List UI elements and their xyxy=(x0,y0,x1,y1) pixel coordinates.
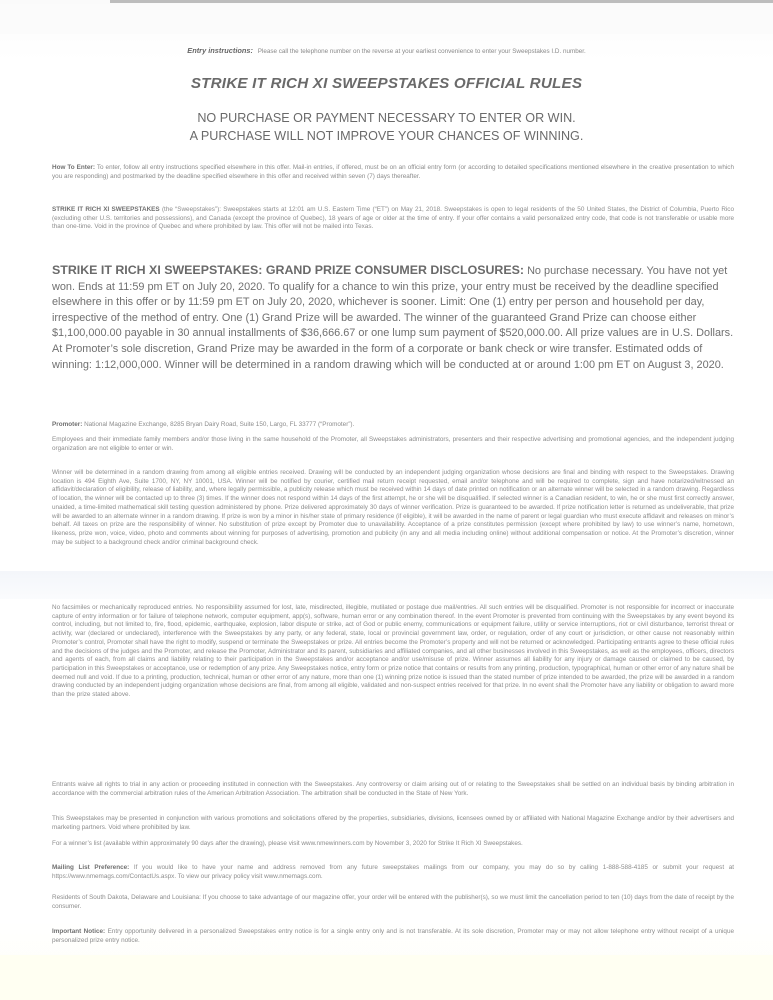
liability-paragraph: No facsimiles or mechanically reproduced entries. No responsibility assumed for lost, late, misdirected, illegible, mutilated or postage due mail/entries. All such entries will be disqualified. Promoter is not responsible for incorrect or inaccurate capture of entry information or for failure of telephone network, computer equipment, app(s), software, human error or any combination thereof. In the event Promoter is prevented from continuing with the Sweepstakes by any event beyond its control, including, but not limited to, fire, flood, epidemic, earthquake, explosion, labor dispute or strike, act of God or public enemy, communications or equipment failure, utility or service interruptions, riot or civil disturbance, terrorist threat or activity, war (declared or undeclared), interference with the Sweepstakes by any party, or any federal, state, local or provincial government law, order, or regulation, order of any court or jurisdiction, or other cause not reasonably within Promoter’s control, Promoter shall have the right to modify, suspend or terminate the Sweepstakes or prize. All entries become the Promoter’s property and will not be returned or acknowledged. Participating entrants agree to these official rules and the decisions of the judges and the Promoter, and release the Promoter, Administrator and its parent, subsidiaries and affiliated companies, and all other businesses involved in this Sweepstakes, as well as the employees, officers, directors and agents of each, from all claims and liability relating to their participation in the Sweepstakes and/or acceptance and/or use/misuse of prize. Winner assumes all liability for any injury or damage caused or claimed to be caused, by participation in this Sweepstakes or acceptance, use or redemption of any prize. Any Sweepstakes notice, entry form or prize notice that contains or results from any printing, production, typographical, human or other error of any nature shall be deemed null and void. If due to a printing, production, technical, human or other error of any nature, more than one (1) winning prize notice is issued than the stated number of prize intended to be awarded, the prize will be awarded in a random drawing conducted by an independent judging organization whose decisions are final, from among all eligible, validated and non-suspect entries received for that prize. In no event shall the Promoter have any liability or obligation to award more than the prize stated above. xyxy=(52,604,734,699)
grand-prize-label: STRIKE IT RICH XI SWEEPSTAKES: GRAND PRIZE CONSUMER DISCLOSURES: xyxy=(52,263,525,277)
grand-prize-disclosures xyxy=(52,263,740,373)
scan-tint-footer xyxy=(0,955,773,1000)
scan-tint-band xyxy=(0,571,773,599)
promotions-paragraph: This Sweepstakes may be presented in conjunction with various promotions and solicitations offered by the properties, subsidiaries, divisions, licensees owned by or affiliated with National Magazine Exchange and/or by their advertisers and marketing partners. Void where prohibited by law. xyxy=(52,815,734,831)
winner-selection-paragraph: Winner will be determined in a random drawing from among all eligible entries received. Drawing will be conducted by an independent judging organization whose decisions are final and binding with respect to the Sweepstakes. Drawing location is 494 Eighth Ave, Suite 1700, NY, NY 10001, USA. Winner will be notified by courier, certified mail return receipt requested, email and/or telephone and will be required to complete, sign and have notarized/witnessed an affidavit/declaration of eligibility, release of liability, and, where legally permissible, a publicity release which must be received within 14 days of date printed on notification or an alternate winner will be selected in a random drawing. Regardless of location, the winner will be contacted up to three (3) times. If the winner does not respond within 14 days of the first attempt, he or she will be disqualified. If selected winner is a Canadian resident, to win, he or she must first correctly answer, unaided, a time-limited mathematical skill testing question administered by phone. Prize delivered approximately 30 days of winner verification. Prize is guaranteed to be awarded. If prize notification letter is returned as undeliverable, that prize will be awarded to an alternate winner in a random drawing. If prize is won by a minor in his/her state of primary residence (if eligible), it will be awarded in the name of parent or legal guardian who must execute affidavit and releases on minor’s behalf. All taxes on prize are the responsibility of winner. No substitution of prize except by Promoter due to unavailability. Acceptance of a prize constitutes permission (except where prohibited by law) to use winner’s name, hometown, likeness, prize won, voice, video, photo and comments about winning for purposes of advertising, promotion and publicity (in any and all media including online) without additional compensation or notice. At the Promoter’s discretion, winner may be subject to a background check and/or criminal background check. xyxy=(52,469,734,546)
promoter-label: Promoter: xyxy=(52,421,83,428)
no-purchase-notice: NO PURCHASE OR PAYMENT NECESSARY TO ENTER OR WIN. xyxy=(197,111,576,125)
entry-instructions-label: Entry instructions: xyxy=(187,46,253,55)
eligibility-paragraph: Employees and their immediate family members and/or those living in the same household of the Promoter, all Sweepstakes administrators, presenters and their respective advertising and promotional agencies, and the independent judging organization are not eligible to enter or win. xyxy=(52,436,734,452)
entry-instructions-text: Please call the telephone number on the reverse at your earliest convenience to enter your Sweepstakes I.D. number. xyxy=(257,48,586,55)
entry-instructions xyxy=(0,46,773,55)
important-notice-label: Important Notice: xyxy=(52,928,106,935)
important-notice-section xyxy=(52,928,734,945)
arbitration-paragraph: Entrants waive all rights to trial in any action or proceeding instituted in connection with the Sweepstakes. Any controversy or claim arising out of or relating to the Sweepstakes shall be settled on an individual basis by binding arbitration in accordance with the commercial arbitration rules of the American Arbitration Association. The arbitration shall be conducted in the State of New York. xyxy=(52,781,734,797)
promoter-section xyxy=(52,421,734,430)
mailing-list-text: If you would like to have your name and address removed from any future sweepstakes mailings from our company, you may do so by calling 1-888-588-4185 or submit your request at https://www.nmemags.com/ContactUs.aspx. To view our privacy policy visit www.nmemags.com. xyxy=(52,864,735,880)
bleed-through-band xyxy=(0,4,773,34)
how-to-enter-text: To enter, follow all entry instructions specified elsewhere in this offer. Mail-in entries, if offered, must be on an official entry form (or according to detailed specifications mentioned elsewhere in the creative presentation to which you are responding) and postmarked by the deadline specified elsewhere in this offer and received within seven (7) days thereafter. xyxy=(52,164,734,180)
purchase-odds-notice: A PURCHASE WILL NOT IMPROVE YOUR CHANCES OF WINNING. xyxy=(189,129,584,143)
winners-list-paragraph: For a winner’s list (available within approximately 90 days after the drawing), please visit www.nmewinners.com by November 3, 2020 for Strike It Rich XI Sweepstakes. xyxy=(52,840,523,847)
mailing-list-section xyxy=(52,864,734,881)
promoter-text: National Magazine Exchange, 8285 Bryan Dairy Road, Suite 150, Largo, FL 33777 (“Promoter”). xyxy=(84,421,355,428)
mailing-list-label: Mailing List Preference: xyxy=(52,864,130,871)
sweepstakes-section xyxy=(52,206,734,232)
paper-top-edge xyxy=(110,0,773,3)
sweepstakes-label: STRIKE IT RICH XI SWEEPSTAKES xyxy=(52,206,160,213)
how-to-enter-label: How To Enter: xyxy=(52,164,95,171)
important-notice-text: Entry opportunity delivered in a personalized Sweepstakes entry notice is for a single entry only and is not transferable. At its sole discretion, Promoter may or may not allow telephone entry without receipt of a unique personalized prize entry notice. xyxy=(52,928,735,944)
grand-prize-text: No purchase necessary. You have not yet won. Ends at 11:59 pm ET on July 20, 2020. To qualify for a chance to win this prize, your entry must be received by the deadline specified elsewhere in this offer or by 11:59 pm ET on July 20, 2020, whichever is sooner. Limit: One (1) entry per person and household per day, irrespective of the method of entry. One (1) Grand Prize will be awarded. The winner of the guaranteed Grand Prize can choose either $1,100,000.00 payable in 30 annual installments of $36,666.67 or one lump sum payment of $520,000.00. All prize values are in U.S. Dollars. At Promoter’s sole discretion, Grand Prize may be awarded in the form of a corporate or bank check or wire transfer. Estimated odds of winning: 1:12,000,000. Winner will be determined in a random drawing which will be conducted at or around 1:00 pm ET on August 3, 2020. xyxy=(52,265,734,371)
page-title: STRIKE IT RICH XI SWEEPSTAKES OFFICIAL RULES xyxy=(190,75,583,92)
how-to-enter-section xyxy=(52,164,734,181)
sweepstakes-text: (the “Sweepstakes”): Sweepstakes starts at 12:01 am U.S. Eastern Time (“ET”) on May 21, 2018. Sweepstakes is open to legal residents of the 50 United States, the District of Columbia, Puerto Rico (excluding other U.S. territories and possessions), and Canada (except the province of Quebec), 18 years of age or older at the time of entry. If your offer contains a valid personalized entry code, that code is not transferable or usable more than one-time. Void in the province of Quebec and where prohibited by law. This offer will not be mailed into Texas. xyxy=(52,206,735,231)
residents-paragraph: Residents of South Dakota, Delaware and Louisiana: If you choose to take advantage of our magazine offer, your order will be entered with the publisher(s), so we must limit the cancellation period to ten (10) days from the date of receipt by the consumer. xyxy=(52,894,734,910)
